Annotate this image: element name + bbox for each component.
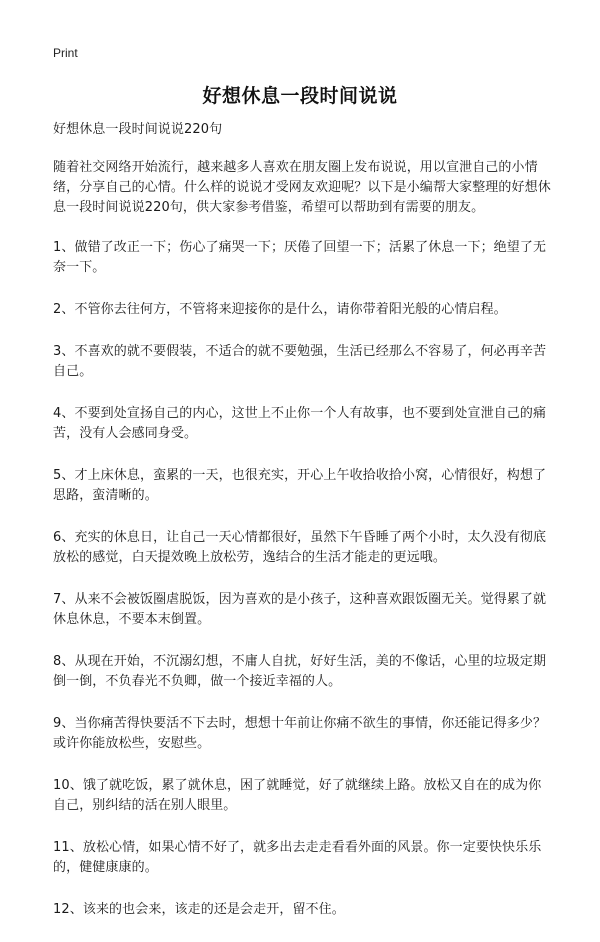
list-item: 11、放松心情，如果心情不好了，就多出去走走看看外面的风景。你一定要快快乐乐的，健健康康的。 <box>53 840 542 875</box>
list-item: 2、不管你去往何方，不管将来迎接你的是什么，请你带着阳光般的心情启程。 <box>53 302 507 317</box>
print-link[interactable]: Print <box>53 46 78 60</box>
list-item: 3、不喜欢的就不要假装，不适合的就不要勉强，生活已经那么不容易了，何必再辛苦自己。 <box>53 344 547 379</box>
list-item: 12、该来的也会来，该走的还是会走开，留不住。 <box>53 902 345 917</box>
page-title: 好想休息一段时间说说 <box>202 85 398 107</box>
list-item: 4、不要到处宣扬自己的内心，这世上不止你一个人有故事，也不要到处宣泄自己的痛苦，没有人会感同身受。 <box>53 406 547 441</box>
list-item: 1、做错了改正一下；伤心了痛哭一下；厌倦了回望一下；活累了休息一下；绝望了无奈一下。 <box>53 240 547 275</box>
article-body <box>53 120 553 942</box>
list-item: 8、从现在开始，不沉溺幻想，不庸人自扰，好好生活，美的不像话，心里的垃圾定期倒一倒，不负春光不负卿，做一个接近幸福的人。 <box>53 654 547 689</box>
list-item: 5、才上床休息，蛮累的一天，也很充实，开心上午收拾收拾小窝，心情很好，构想了思路，蛮清晰的。 <box>53 468 547 503</box>
article-subtitle: 好想休息一段时间说说220句 <box>53 122 223 137</box>
list-item: 9、当你痛苦得快要活不下去时，想想十年前让你痛不欲生的事情，你还能记得多少？或许你能放松些，安慰些。 <box>53 716 547 751</box>
article-intro: 随着社交网络开始流行，越来越多人喜欢在朋友圈上发布说说，用以宣泄自己的小情绪，分享自己的心情。什么样的说说才受网友欢迎呢？以下是小编帮大家整理的好想休息一段时间说说220句，供大家参考借鉴，希望可以帮助到有需要的朋友。 <box>53 160 551 215</box>
list-item: 7、从来不会被饭圈虐脱饭，因为喜欢的是小孩子，这种喜欢跟饭圈无关。觉得累了就休息休息，不要本末倒置。 <box>53 592 547 627</box>
list-item: 10、饿了就吃饭，累了就休息，困了就睡觉，好了就继续上路。放松又自在的成为你自己，别纠结的活在别人眼里。 <box>53 778 542 813</box>
list-item: 6、充实的休息日，让自己一天心情都很好，虽然下午昏睡了两个小时，太久没有彻底放松的感觉，白天提效晚上放松劳，逸结合的生活才能走的更远哦。 <box>53 530 547 565</box>
